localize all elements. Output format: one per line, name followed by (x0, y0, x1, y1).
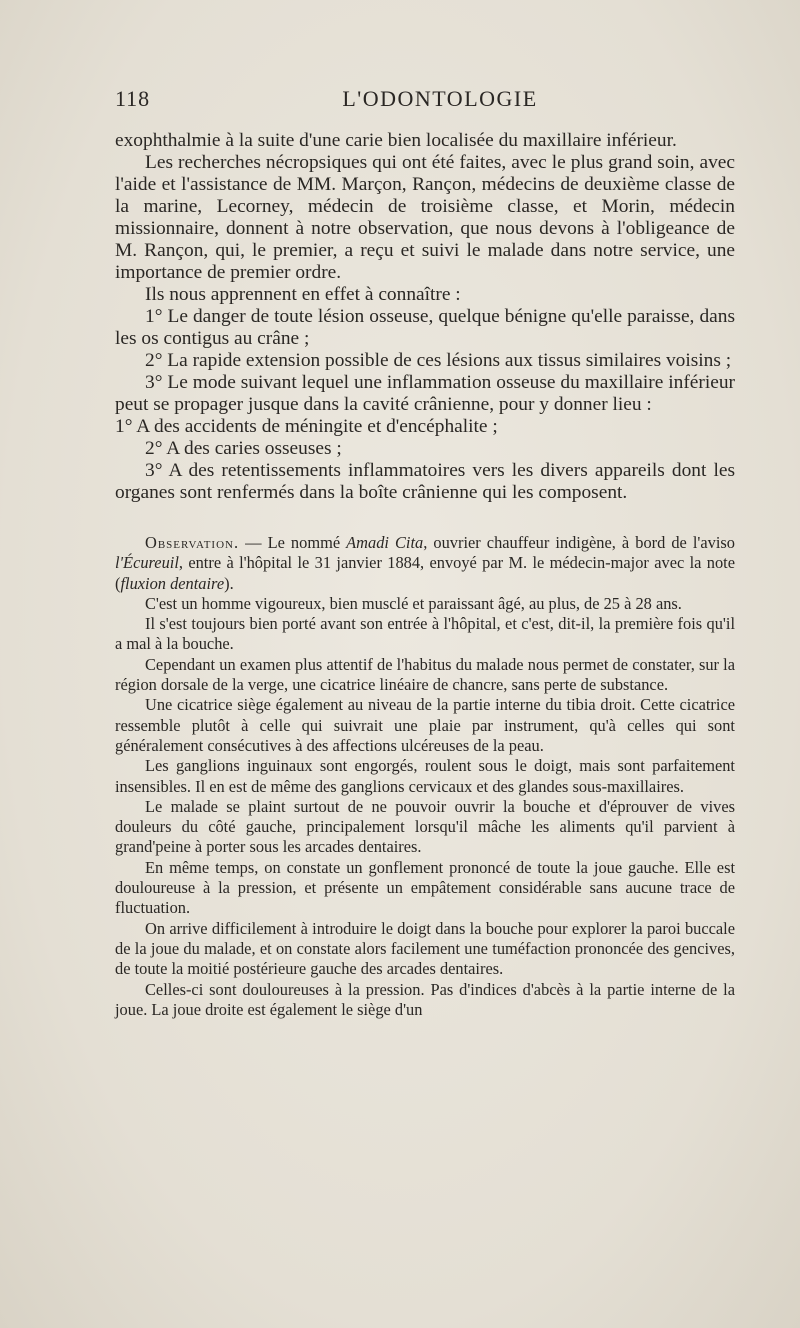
observation-text: — Le nommé (239, 533, 347, 552)
paragraph: Il s'est toujours bien porté avant son entrée à l'hôpital, et c'est, dit-il, la première fois qu'il a mal à la bouche. (115, 614, 735, 654)
main-text (115, 130, 735, 504)
referral-note: fluxion dentaire (120, 573, 225, 593)
list-item: 2° La rapide extension possible de ces lésions aux tissus similaires voisins ; (145, 350, 732, 371)
observation-text: , entre à l'hôpital le 31 janvier 1884, envoyé par M. le médecin-major avec la note ( (115, 553, 735, 593)
list-item: 1° A des accidents de méningite et d'encéphalite ; (115, 416, 498, 437)
paragraph: On arrive difficilement à introduire le doigt dans la bouche pour explorer la paroi buccale de la joue du malade, et on constate alors facilement une tuméfaction prononcée des gencives, de toute la moitié postérieure gauche des arcades dentaires. (115, 918, 735, 979)
paragraph: C'est un homme vigoureux, bien musclé et paraissant âgé, au plus, de 25 à 28 ans. (145, 593, 682, 613)
paragraph: Les ganglions inguinaux sont engorgés, roulent sous le doigt, mais sont parfaitement insensibles. Il en est de même des ganglions cervicaux et des glandes sous-maxillaires. (115, 756, 735, 796)
list-item: 1° Le danger de toute lésion osseuse, quelque bénigne qu'elle paraisse, dans les os contigus au crâne ; (115, 306, 735, 349)
body-text (115, 130, 735, 1020)
paragraph: En même temps, on constate un gonflement prononcé de toute la joue gauche. Elle est douloureuse à la pression, et présente un empâtement considérable sans aucune trace de fluctuation. (115, 857, 735, 918)
list-item: 3° A des retentissements inflammatoires vers les divers appareils dont les organes sont renfermés dans la boîte crânienne qui les composent. (115, 460, 735, 503)
patient-name: Amadi Cita (346, 533, 424, 552)
page-header (115, 86, 735, 116)
paragraph: Cependant un examen plus attentif de l'habitus du malade nous permet de constater, sur la région dorsale de la verge, une cicatrice linéaire de chancre, sans perte de substance. (115, 654, 735, 695)
observation-text: ). (224, 573, 234, 593)
ship-name: l'Écureuil (115, 553, 179, 573)
page-number: 118 (115, 86, 151, 111)
paragraph: Les recherches nécropsiques qui ont été faites, avec le plus grand soin, avec l'aide et l'assistance de MM. Marçon, Rançon, médecins de deuxième classe de la marine, Lecorney, médecin de troisième classe, et Morin, médecin missionnaire, donnent à notre observation, que nous devons à l'obligeance de M. Rançon, qui, le premier, a reçu et suivi le malade dans notre service, une importance de premier ordre. (115, 152, 735, 283)
paragraph: exophthalmie à la suite d'une carie bien localisée du maxillaire inférieur. (115, 130, 677, 151)
observation-label: Observation. (145, 533, 240, 552)
paragraph: Celles-ci sont douloureuses à la pression. Pas d'indices d'abcès à la partie interne de la joue. La joue droite est également le siège d'un (115, 979, 735, 1019)
list-item: 3° Le mode suivant lequel une inflammation osseuse du maxillaire inférieur peut se propager jusque dans la cavité crânienne, pour y donner lieu : (115, 372, 735, 415)
paragraph: Le malade se plaint surtout de ne pouvoir ouvrir la bouche et d'éprouver de vives douleurs du côté gauche, principalement lorsqu'il mâche les aliments qu'il parvient à grand'peine à porter sous les arcades dentaires. (115, 796, 735, 857)
paragraph: Ils nous apprennent en effet à connaître : (145, 284, 461, 305)
running-title: L'ODONTOLOGIE (342, 86, 538, 111)
observation-text: , ouvrier chauffeur indigène, à bord de l'aviso (423, 533, 735, 552)
list-item: 2° A des caries osseuses ; (145, 438, 342, 459)
observation-intro (115, 533, 735, 594)
observation-section (115, 533, 735, 1020)
paragraph: Une cicatrice siège également au niveau de la partie interne du tibia droit. Cette cicatrice ressemble plutôt à celle qui suivrait une plaie par instrument, qu'à celles qui sont généralement consécutives à des affections ulcéreuses de la peau. (115, 695, 735, 755)
